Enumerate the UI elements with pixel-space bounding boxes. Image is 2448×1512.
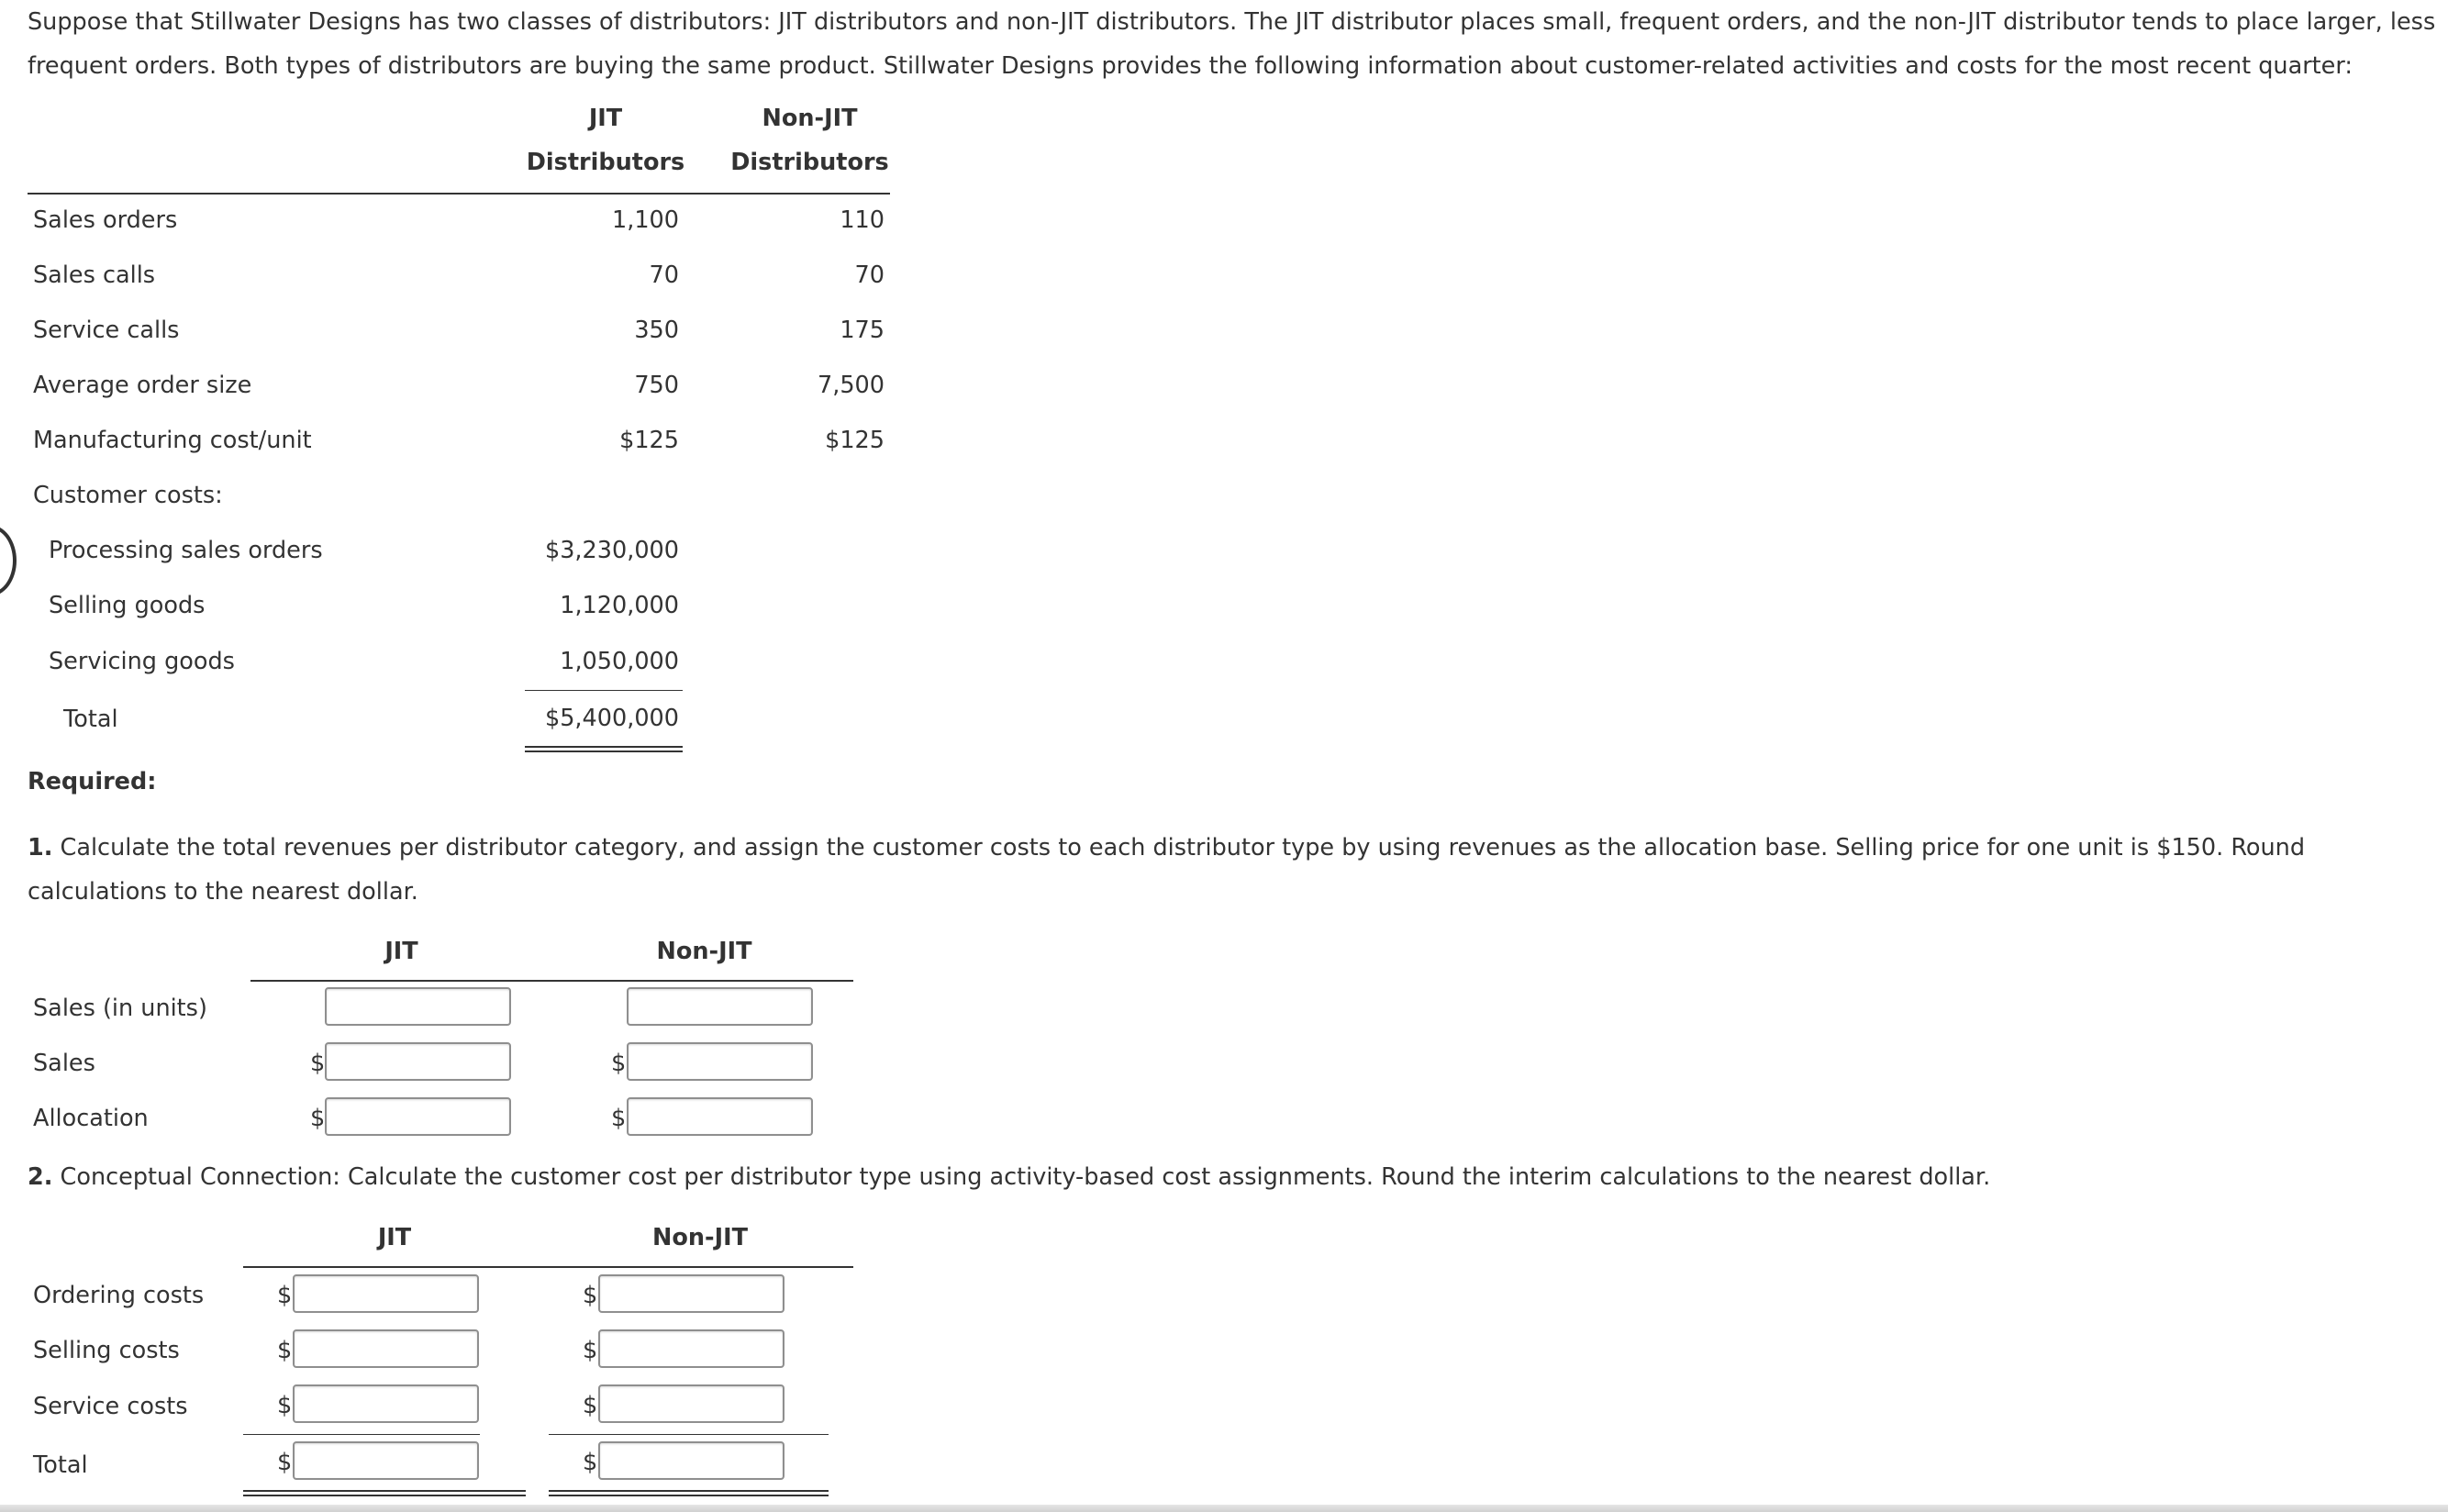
q1-row-label: Sales <box>33 1050 95 1077</box>
q1-allocation-nonjit-currency: $ <box>611 1105 627 1132</box>
q1-col2-header: Non-JIT <box>656 938 752 965</box>
q1-sales-units-nonjit-input[interactable] <box>627 987 813 1026</box>
info-row-jit: 750 <box>634 372 679 399</box>
q2-text: Conceptual Connection: Calculate the customer cost per distributor type using activity-based cost assignments. Round the interim calculations to the nearest dollar. <box>52 1163 1991 1191</box>
q2-selling-jit-input[interactable] <box>293 1329 479 1368</box>
q1-sales-units-jit-input[interactable] <box>325 987 511 1026</box>
q2-total-jit-currency: $ <box>277 1449 293 1476</box>
cost-row-label: Selling goods <box>49 592 206 619</box>
q1-allocation-jit-input[interactable] <box>325 1097 511 1136</box>
total-double-rule <box>525 746 683 752</box>
q1-sales-jit-input[interactable] <box>325 1042 511 1081</box>
q1-row-label: Sales (in units) <box>33 995 207 1022</box>
cost-row-value: 1,120,000 <box>560 592 679 619</box>
q2-header-rule <box>243 1266 853 1268</box>
cost-row-label: Servicing goods <box>49 648 235 675</box>
info-row-jit: 1,100 <box>611 206 679 234</box>
info-col1-header-line1: JIT <box>588 105 623 132</box>
info-row-jit: 70 <box>649 261 679 289</box>
info-col2-header-line2: Distributors <box>730 149 889 176</box>
cost-row-value: 1,050,000 <box>560 648 679 675</box>
q2-service-jit-input[interactable] <box>293 1384 479 1423</box>
info-row-label: Service calls <box>33 317 180 344</box>
q2-total-jit-input[interactable] <box>293 1441 479 1480</box>
info-row-label: Average order size <box>33 372 252 399</box>
info-row-nonjit: 70 <box>854 261 885 289</box>
problem-intro: Suppose that Stillwater Designs has two classes of distributors: JIT distributors and non-JIT distributors. The JIT distributor places small, frequent orders, and the non-JIT distributor tends to place larger, less frequent orders. Both types of distributors are buying the same product. Stillwater Designs provides the following information about customer-related activities and costs for the most recent quarter: <box>28 8 2436 80</box>
info-col1-header-line2: Distributors <box>526 149 685 176</box>
q2-total-nonjit-input[interactable] <box>598 1441 784 1480</box>
q1-header-rule <box>250 980 853 982</box>
info-row-jit: $125 <box>619 427 679 454</box>
info-row-label: Manufacturing cost/unit <box>33 427 312 454</box>
q2-jit-subtotal-rule <box>243 1434 480 1435</box>
q2-service-nonjit-input[interactable] <box>598 1384 784 1423</box>
cost-row-value: $3,230,000 <box>544 537 679 564</box>
q1-sales-nonjit-currency: $ <box>611 1050 627 1077</box>
q2-nonjit-subtotal-rule <box>549 1434 829 1435</box>
cost-row-label: Processing sales orders <box>49 537 323 564</box>
info-header-rule <box>28 193 890 195</box>
q2-row-label: Selling costs <box>33 1337 180 1364</box>
window-bottom-edge <box>0 1505 2448 1512</box>
q1-allocation-nonjit-input[interactable] <box>627 1097 813 1136</box>
q2-col1-header: JIT <box>377 1224 412 1251</box>
subtotal-rule <box>525 690 683 691</box>
q1-sales-jit-currency: $ <box>310 1050 326 1077</box>
cost-total-label: Total <box>63 706 118 733</box>
q2-row-label: Ordering costs <box>33 1282 205 1309</box>
q2-service-jit-currency: $ <box>277 1392 293 1419</box>
q1-allocation-jit-currency: $ <box>310 1105 326 1132</box>
q2-col2-header: Non-JIT <box>652 1224 748 1251</box>
q2-selling-jit-currency: $ <box>277 1337 293 1364</box>
info-row-nonjit: 110 <box>840 206 885 234</box>
q1-text: Calculate the total revenues per distributor category, and assign the customer costs to each distributor type by using revenues as the allocation base. Selling price for one unit is $150. Round calculations to the nearest dollar. <box>28 834 2306 906</box>
q2-ordering-jit-currency: $ <box>277 1282 293 1309</box>
q2-jit-total-double-rule <box>243 1490 526 1496</box>
q1-col1-header: JIT <box>384 938 418 965</box>
required-heading: Required: <box>28 768 157 795</box>
cost-total-value: $5,400,000 <box>544 705 679 732</box>
info-row-label: Sales calls <box>33 261 156 289</box>
q2-selling-nonjit-currency: $ <box>583 1337 598 1364</box>
q2-row-label: Total <box>33 1451 88 1479</box>
info-row-jit: 350 <box>634 317 679 344</box>
question-2 <box>28 1158 2413 1196</box>
q2-nonjit-total-double-rule <box>549 1490 829 1496</box>
q1-number: 1. <box>28 834 53 862</box>
info-row-label: Sales orders <box>33 206 178 234</box>
margin-bracket-mark <box>0 525 17 596</box>
q2-ordering-nonjit-input[interactable] <box>598 1274 784 1313</box>
q2-selling-nonjit-input[interactable] <box>598 1329 784 1368</box>
info-col2-header-line1: Non-JIT <box>762 105 858 132</box>
q2-ordering-jit-input[interactable] <box>293 1274 479 1313</box>
q2-ordering-nonjit-currency: $ <box>583 1282 598 1309</box>
info-row-nonjit: 175 <box>840 317 885 344</box>
q1-sales-nonjit-input[interactable] <box>627 1042 813 1081</box>
q2-service-nonjit-currency: $ <box>583 1392 598 1419</box>
q2-total-nonjit-currency: $ <box>583 1449 598 1476</box>
q2-number: 2. <box>28 1163 53 1191</box>
q2-row-label: Service costs <box>33 1393 188 1420</box>
question-1 <box>28 826 2413 914</box>
info-row-nonjit: $125 <box>825 427 885 454</box>
info-row-nonjit: 7,500 <box>817 372 885 399</box>
customer-costs-label: Customer costs: <box>33 482 223 509</box>
q1-row-label: Allocation <box>33 1105 149 1132</box>
